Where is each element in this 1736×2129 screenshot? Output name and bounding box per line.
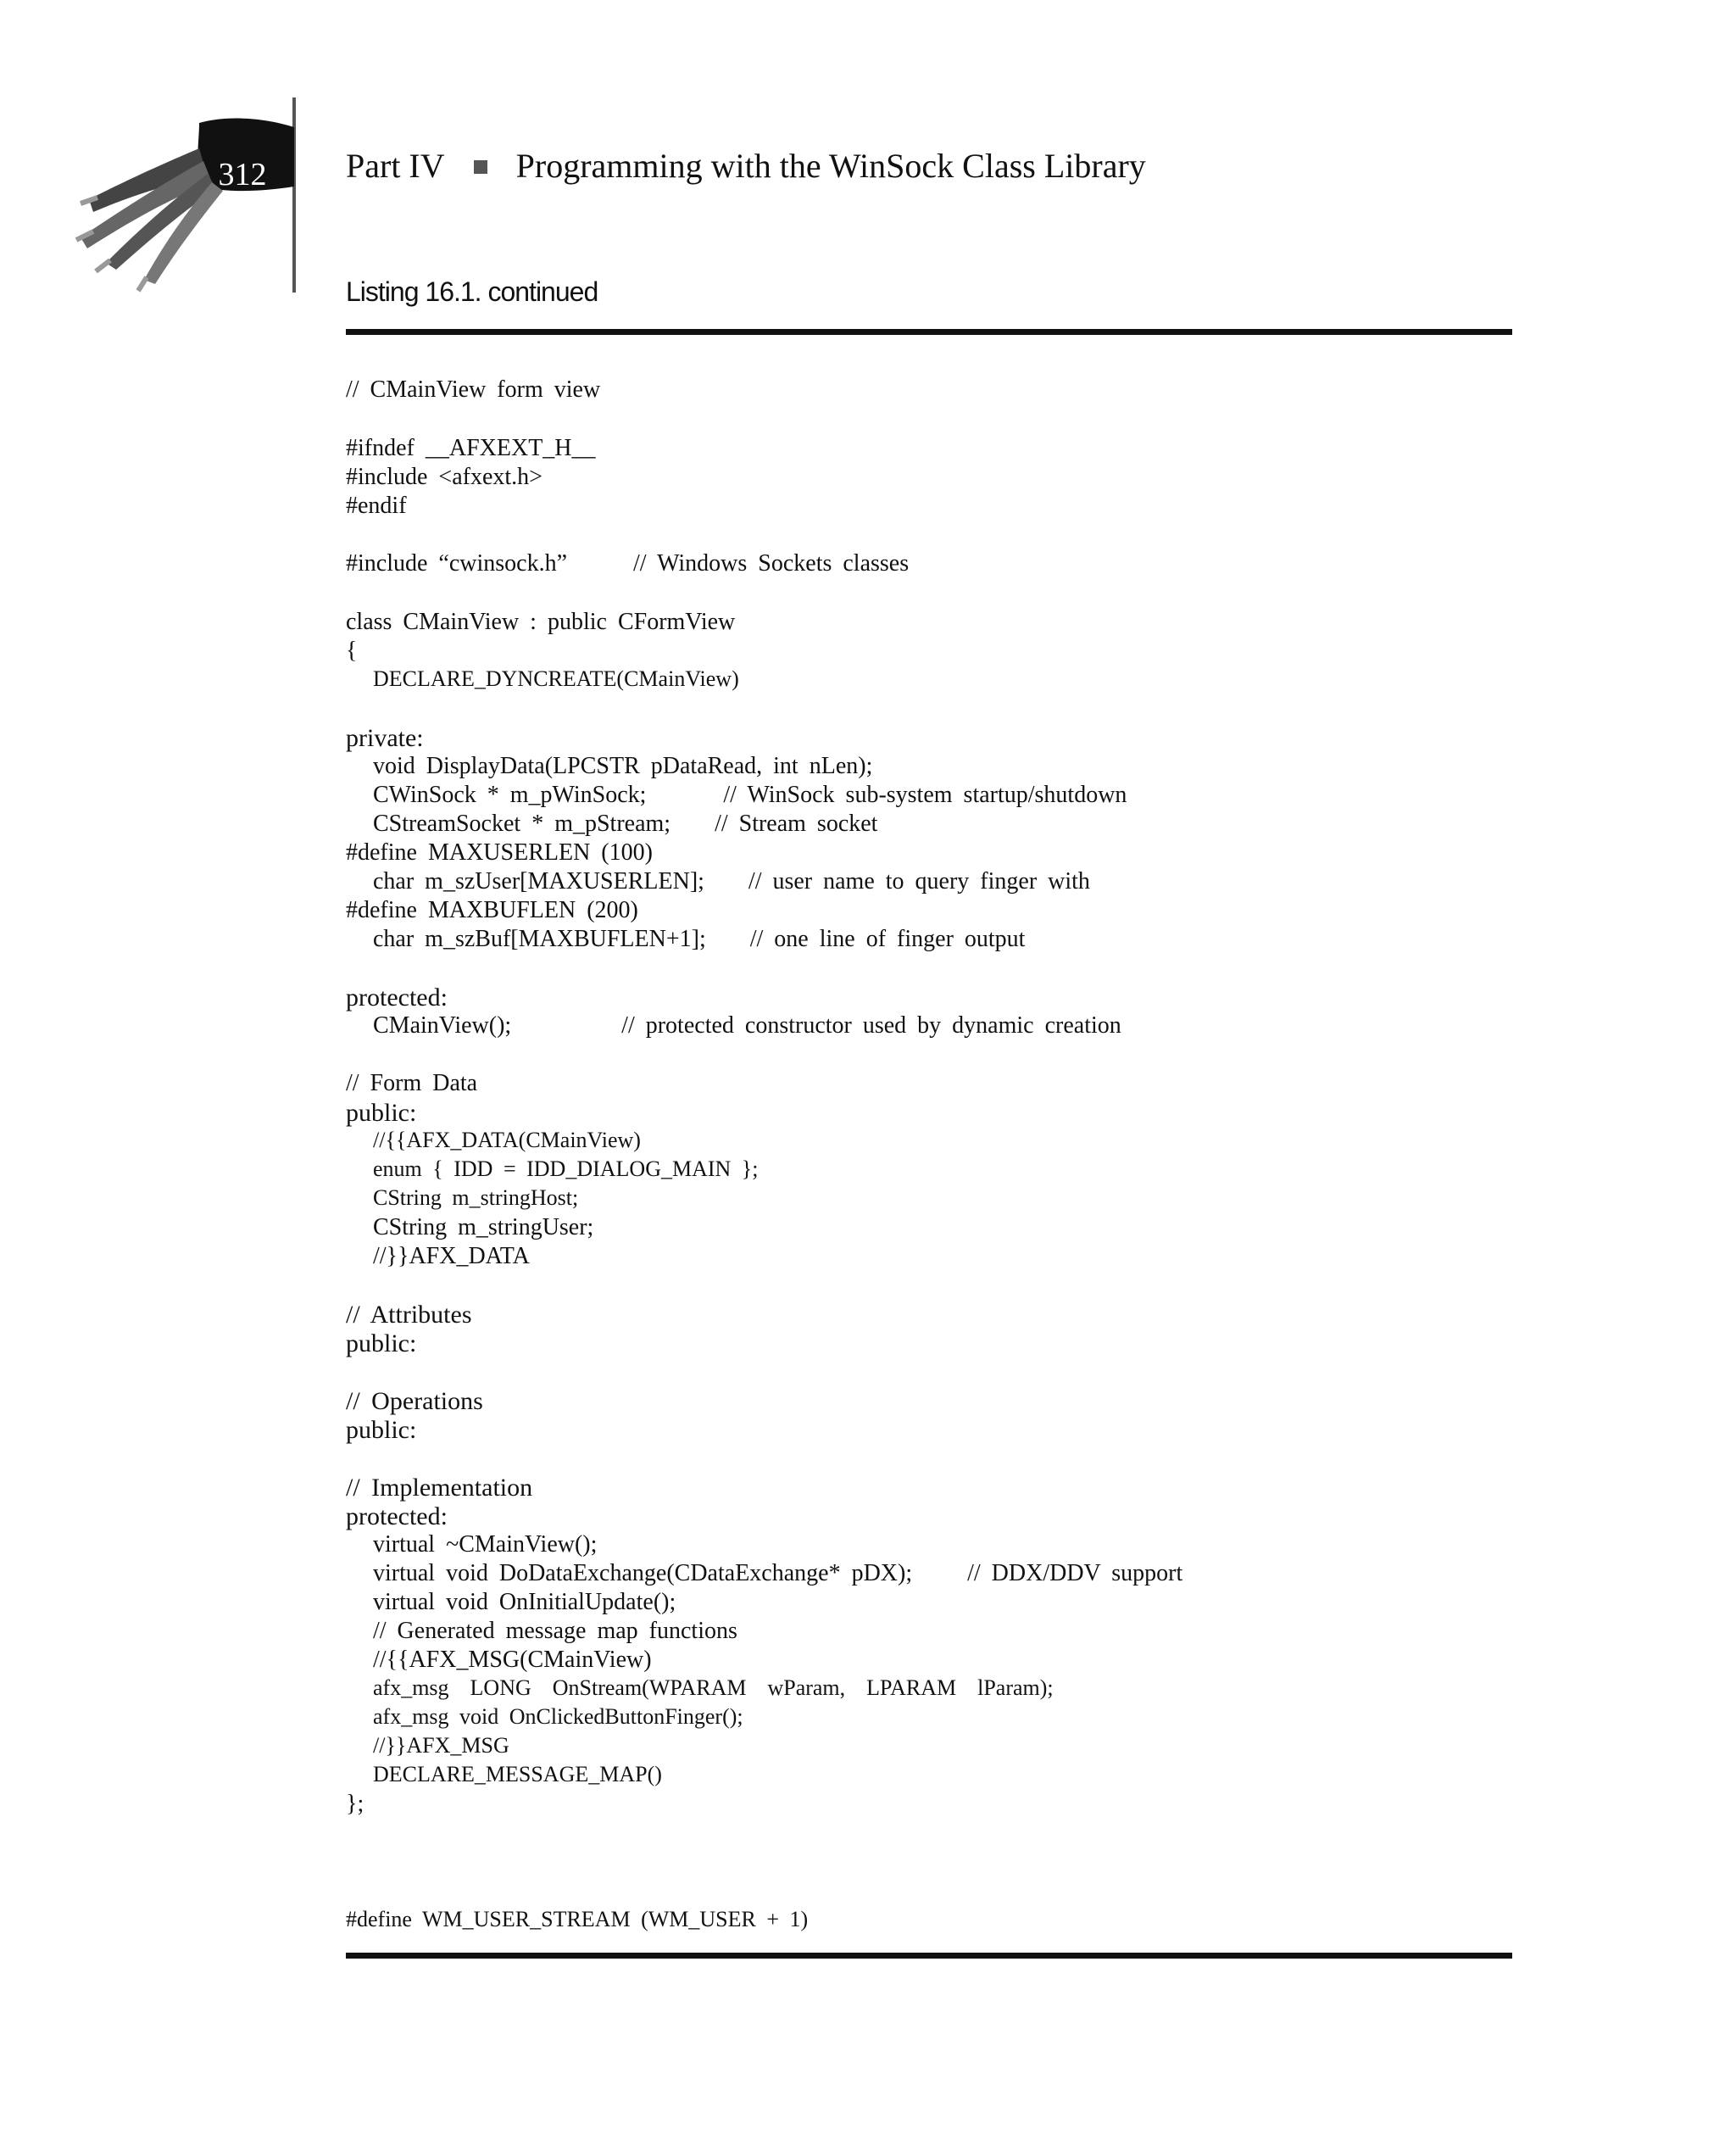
- code-line: afx_msg LONG OnStream(WPARAM wParam, LPARAM lParam);: [373, 1675, 1054, 1700]
- code-line: CString m_stringHost;: [373, 1185, 579, 1210]
- chapter-title: Programming with the WinSock Class Library: [515, 147, 1146, 185]
- code-line: public:: [346, 1416, 417, 1444]
- code-line: };: [346, 1791, 364, 1817]
- running-head: [346, 141, 1146, 192]
- code-line: // CMainView form view: [346, 376, 601, 403]
- code-line: #ifndef __AFXEXT_H__: [346, 435, 596, 461]
- code-line: virtual void DoDataExchange(CDataExchange* pDX); // DDX/DDV support: [373, 1560, 1183, 1586]
- page-number: 312: [218, 157, 267, 192]
- code-line: #include “cwinsock.h” // Windows Sockets classes: [346, 550, 910, 577]
- code-line: #define WM_USER_STREAM (WM_USER + 1): [346, 1907, 809, 1931]
- code-line: DECLARE_DYNCREATE(CMainView): [373, 666, 739, 691]
- code-line: #include <afxext.h>: [346, 464, 542, 490]
- code-line: // Form Data: [346, 1070, 478, 1096]
- code-line: // Operations: [346, 1387, 483, 1415]
- code-line: CMainView(); // protected constructor used by dynamic creation: [373, 1012, 1121, 1039]
- code-line: enum { IDD = IDD_DIALOG_MAIN };: [373, 1156, 759, 1181]
- code-line: void DisplayData(LPCSTR pDataRead, int nLen);: [373, 753, 873, 779]
- code-line: virtual void OnInitialUpdate();: [373, 1589, 676, 1615]
- code-line: CWinSock * m_pWinSock; // WinSock sub-system startup/shutdown: [373, 782, 1127, 808]
- code-line: CStreamSocket * m_pStream; // Stream socket: [373, 811, 878, 837]
- top-rule: [346, 329, 1512, 335]
- code-line: // Attributes: [346, 1301, 472, 1329]
- listing-title: Listing 16.1. continued: [346, 276, 598, 307]
- code-line: #define MAXBUFLEN (200): [346, 897, 638, 923]
- bottom-rule: [346, 1953, 1512, 1959]
- code-line: protected:: [346, 1502, 448, 1530]
- code-line: virtual ~CMainView();: [373, 1531, 598, 1558]
- code-line: afx_msg void OnClickedButtonFinger();: [373, 1704, 743, 1729]
- code-line: protected:: [346, 984, 448, 1012]
- code-line: //}}AFX_DATA: [373, 1243, 530, 1269]
- code-line: {: [346, 638, 358, 664]
- code-line: // Implementation: [346, 1474, 533, 1502]
- code-line: #endif: [346, 493, 407, 519]
- code-line: //{{AFX_MSG(CMainView): [373, 1647, 652, 1673]
- square-bullet-icon: [474, 160, 487, 174]
- code-line: char m_szBuf[MAXBUFLEN+1]; // one line of finger output: [373, 926, 1026, 952]
- code-line: private:: [346, 724, 424, 752]
- code-line: class CMainView : public CFormView: [346, 609, 736, 635]
- code-line: CString m_stringUser;: [373, 1214, 594, 1240]
- code-line: //{{AFX_DATA(CMainView): [373, 1128, 641, 1152]
- code-line: DECLARE_MESSAGE_MAP(): [373, 1762, 662, 1786]
- part-label: Part IV: [346, 147, 445, 185]
- code-line: // Generated message map functions: [373, 1618, 737, 1644]
- code-line: public:: [346, 1099, 417, 1127]
- code-line: public:: [346, 1329, 417, 1357]
- code-line: char m_szUser[MAXUSERLEN]; // user name to query finger with: [373, 868, 1090, 895]
- code-line: #define MAXUSERLEN (100): [346, 839, 653, 866]
- code-line: //}}AFX_MSG: [373, 1733, 509, 1758]
